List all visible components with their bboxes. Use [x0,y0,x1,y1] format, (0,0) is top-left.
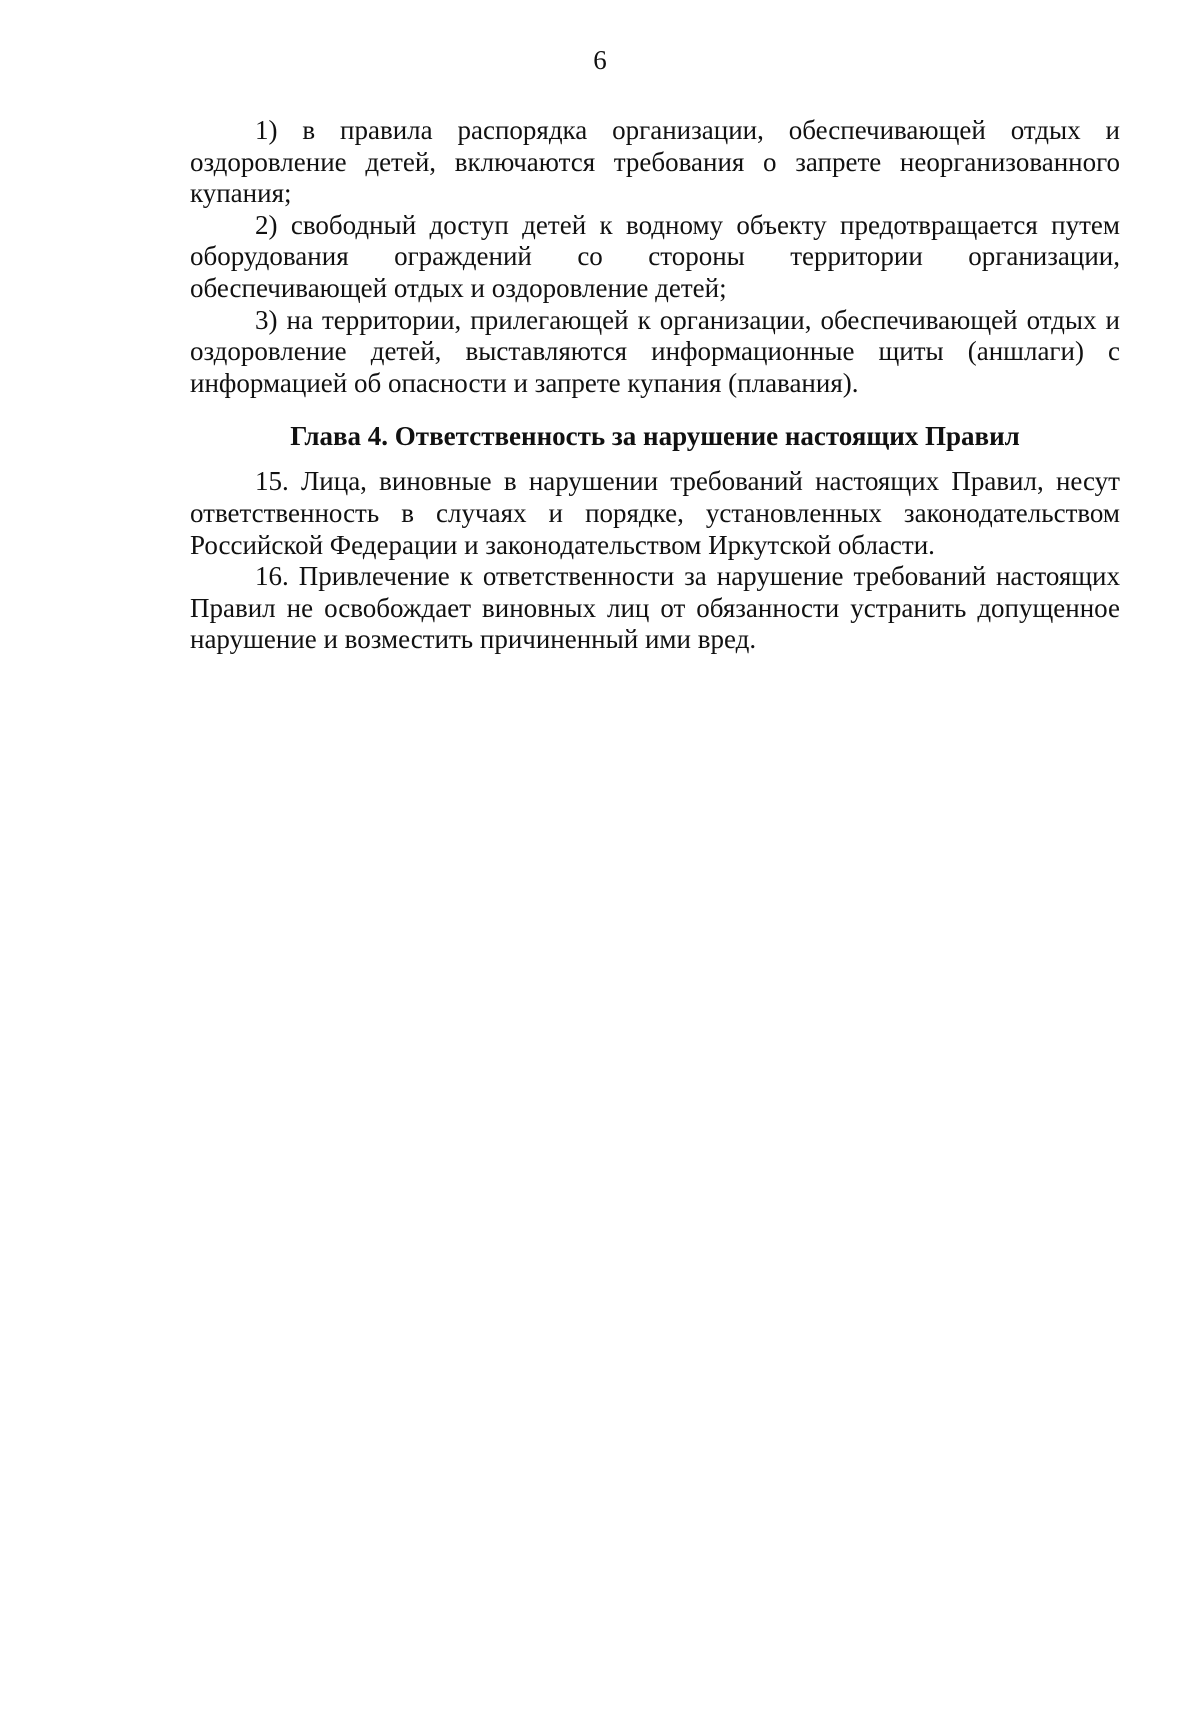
document-body [190,115,1120,656]
list-item-3: 3) на территории, прилегающей к организации, обеспечивающей отдых и оздоровление детей, выставляются информационные щиты (аншлаги) с информацией об опасности и запрете купания (плавания). [190,304,1120,398]
page-number: 6 [593,45,607,75]
clause-15: 15. Лица, виновные в нарушении требований настоящих Правил, несут ответственность в случаях и порядке, установленных законодательством Российской Федерации и законодательством Иркутской области. [190,466,1120,560]
list-item-1: 1) в правила распорядка организации, обеспечивающей отдых и оздоровление детей, включаются требования о запрете неорганизованного купания; [190,115,1120,209]
chapter-heading: Глава 4. Ответственность за нарушение настоящих Правил [290,421,1020,452]
list-item-2: 2) свободный доступ детей к водному объекту предотвращается путем оборудования ограждений со стороны территории организации, обеспечивающей отдых и оздоровление детей; [190,209,1120,303]
clause-16: 16. Привлечение к ответственности за нарушение требований настоящих Правил не освобождает виновных лиц от обязанности устранить допущенное нарушение и возместить причиненный ими вред. [190,561,1120,655]
